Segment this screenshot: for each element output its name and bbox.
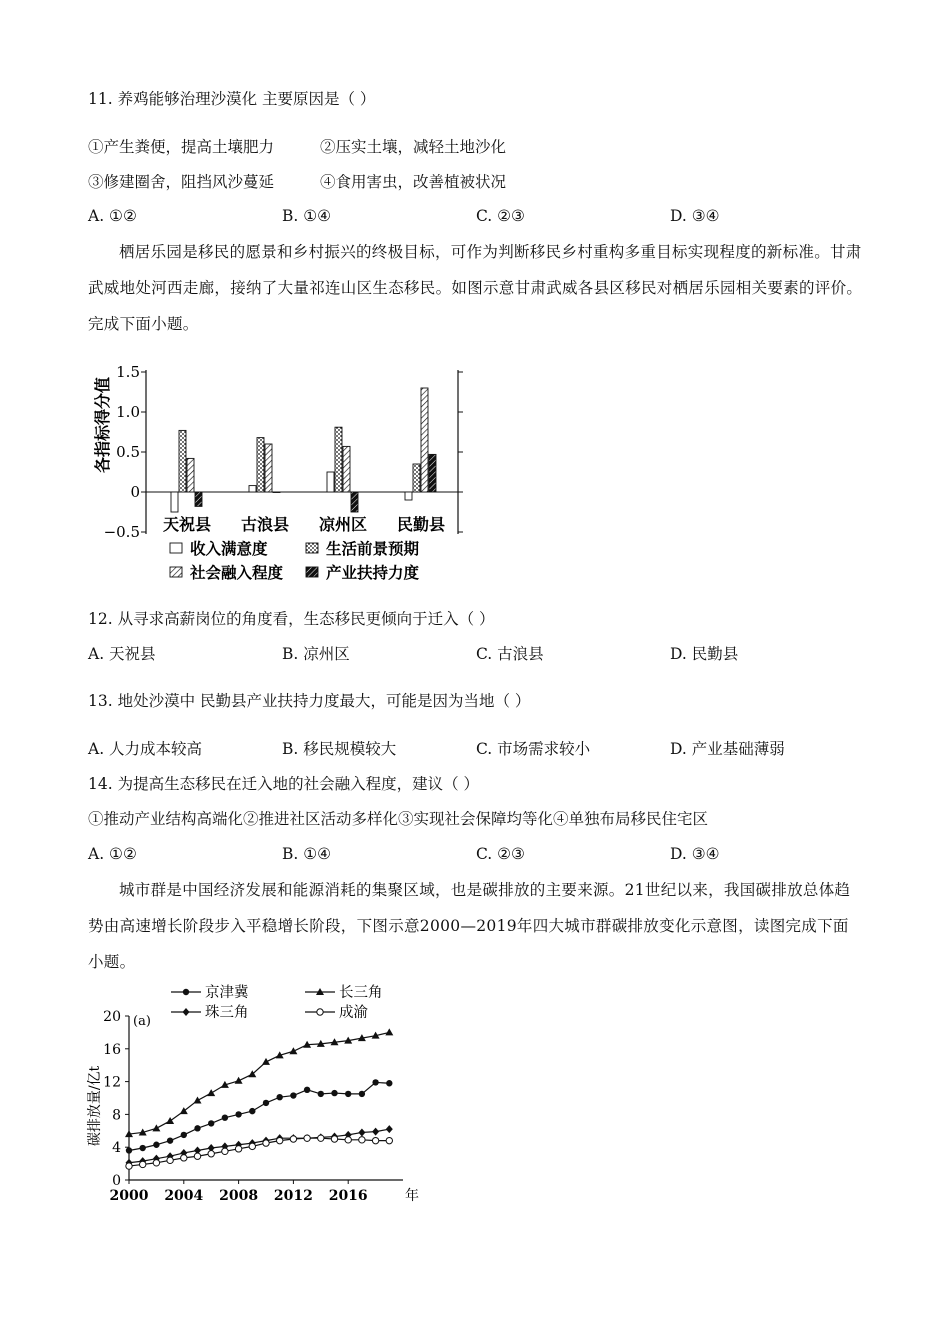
q14-stem: 14. 为提高生态移民在迁入地的社会融入程度，建议（ ） bbox=[88, 775, 480, 793]
point-成渝 bbox=[345, 1137, 351, 1143]
q12-option-a[interactable]: A. 天祝县 bbox=[88, 645, 156, 663]
chart2-xtick-label: 2008 bbox=[219, 1188, 259, 1204]
bar-民勤县-社会融入程度 bbox=[421, 388, 428, 492]
point-成渝 bbox=[331, 1136, 337, 1142]
point-成渝 bbox=[290, 1136, 296, 1142]
chart1-legend-label: 产业扶持力度 bbox=[326, 563, 420, 582]
bar-民勤县-收入满意度 bbox=[405, 492, 412, 500]
chart2-xtick-label: 2000 bbox=[109, 1188, 149, 1204]
bar-古浪县-社会融入程度 bbox=[265, 444, 272, 492]
chart2-ytick-label: 20 bbox=[103, 1009, 121, 1025]
point-京津冀 bbox=[208, 1120, 214, 1126]
q13-option-b[interactable]: B. 移民规模较大 bbox=[282, 740, 397, 758]
bar-民勤县-生活前景预期 bbox=[413, 464, 420, 492]
chart1-legend-swatch bbox=[170, 567, 182, 577]
point-成渝 bbox=[126, 1163, 132, 1169]
bar-凉州区-生活前景预期 bbox=[335, 427, 342, 492]
point-京津冀 bbox=[140, 1145, 146, 1151]
point-长三角 bbox=[262, 1058, 270, 1065]
line-长三角 bbox=[129, 1032, 389, 1134]
point-京津冀 bbox=[153, 1142, 159, 1148]
chart2-ytick-label: 12 bbox=[103, 1074, 121, 1091]
q11-item-1: ①产生粪便，提高土壤肥力 bbox=[88, 138, 275, 156]
chart1-ytick-label: 0 bbox=[130, 483, 140, 501]
bar-民勤县-产业扶持力度 bbox=[429, 454, 436, 492]
q11-option-a[interactable]: A. ①② bbox=[88, 207, 137, 225]
point-成渝 bbox=[277, 1137, 283, 1143]
chart1-category-label: 天祝县 bbox=[162, 515, 212, 534]
point-京津冀 bbox=[304, 1087, 310, 1093]
q13-option-c[interactable]: C. 市场需求较小 bbox=[476, 740, 591, 758]
point-长三角 bbox=[289, 1047, 297, 1054]
bar-天祝县-社会融入程度 bbox=[187, 458, 194, 492]
chart1-legend-swatch bbox=[306, 567, 318, 577]
chart1-category-label: 民勤县 bbox=[396, 515, 446, 534]
bar-天祝县-产业扶持力度 bbox=[195, 492, 202, 506]
carbon-emission-line-chart bbox=[85, 978, 430, 1208]
chart2-legend-label: 京津冀 bbox=[205, 985, 249, 1001]
point-京津冀 bbox=[345, 1091, 351, 1097]
q13-option-a[interactable]: A. 人力成本较高 bbox=[88, 740, 203, 758]
chart2-xtick-label: 2004 bbox=[164, 1188, 204, 1204]
chart2-ytick-label: 0 bbox=[112, 1173, 121, 1189]
point-京津冀 bbox=[318, 1091, 324, 1097]
bar-天祝县-生活前景预期 bbox=[179, 430, 186, 492]
q11-item-2: ②压实土壤，减轻土地沙化 bbox=[320, 138, 507, 156]
point-珠三角 bbox=[358, 1128, 365, 1136]
q11-option-c[interactable]: C. ②③ bbox=[476, 207, 525, 225]
point-京津冀 bbox=[331, 1090, 337, 1096]
chart1-ytick-label: 1.0 bbox=[116, 403, 140, 421]
chart2-legend-marker bbox=[183, 989, 189, 995]
point-成渝 bbox=[181, 1155, 187, 1161]
chart2-legend-label: 珠三角 bbox=[205, 1005, 249, 1021]
point-长三角 bbox=[235, 1077, 243, 1084]
passage-carbon: 城市群是中国经济发展和能源消耗的集聚区域，也是碳排放的主要来源。21世纪以来，我国碳排放总体趋势由高速增长阶段步入平稳增长阶段，下图示意2000—2019年四大城市群碳排放变化示意图，读图完成下面小题。 bbox=[88, 881, 851, 971]
bar-古浪县-收入满意度 bbox=[249, 486, 256, 492]
chart2-xtick-label: 2012 bbox=[273, 1188, 313, 1204]
point-京津冀 bbox=[372, 1079, 378, 1085]
point-京津冀 bbox=[290, 1092, 296, 1098]
chart1-ytick-label: −0.5 bbox=[103, 523, 140, 541]
point-京津冀 bbox=[249, 1108, 255, 1114]
chart2-ytick-label: 4 bbox=[112, 1140, 121, 1157]
q11-option-d[interactable]: D. ③④ bbox=[670, 207, 720, 225]
chart1-legend-swatch bbox=[306, 543, 318, 553]
chart2-panel-label: (a) bbox=[133, 1014, 151, 1029]
point-长三角 bbox=[385, 1028, 393, 1035]
chart2-legend-label: 成渝 bbox=[339, 1005, 368, 1021]
q12-option-c[interactable]: C. 古浪县 bbox=[476, 645, 544, 663]
chart2-legend-marker bbox=[317, 1009, 323, 1015]
chart1-category-label: 古浪县 bbox=[240, 515, 290, 534]
point-长三角 bbox=[152, 1124, 160, 1131]
chart2-xlabel: 年 bbox=[405, 1188, 419, 1204]
bar-古浪县-产业扶持力度 bbox=[273, 492, 280, 493]
point-成渝 bbox=[140, 1161, 146, 1167]
q12-stem: 12. 从寻求高薪岗位的角度看，生态移民更倾向于迁入（ ） bbox=[88, 610, 495, 628]
point-成渝 bbox=[153, 1160, 159, 1166]
point-成渝 bbox=[304, 1135, 310, 1141]
point-京津冀 bbox=[263, 1100, 269, 1106]
point-京津冀 bbox=[277, 1094, 283, 1100]
bar-凉州区-收入满意度 bbox=[327, 472, 334, 492]
point-京津冀 bbox=[359, 1091, 365, 1097]
point-成渝 bbox=[359, 1137, 365, 1143]
bar-古浪县-生活前景预期 bbox=[257, 438, 264, 492]
point-成渝 bbox=[222, 1148, 228, 1154]
q12-option-d[interactable]: D. 民勤县 bbox=[670, 645, 739, 663]
q14-option-c[interactable]: C. ②③ bbox=[476, 845, 525, 863]
q11-item-4: ④食用害虫，改善植被状况 bbox=[320, 173, 507, 191]
point-成渝 bbox=[318, 1135, 324, 1141]
chart2-ylabel: 碳排放量/亿t bbox=[87, 1065, 103, 1147]
chart1-legend-label: 社会融入程度 bbox=[190, 563, 284, 582]
point-京津冀 bbox=[126, 1147, 132, 1153]
chart1-ylabel: 各指标得分值 bbox=[93, 376, 112, 474]
chart2-legend-marker bbox=[183, 1008, 190, 1016]
q13-option-d[interactable]: D. 产业基础薄弱 bbox=[670, 740, 785, 758]
point-成渝 bbox=[235, 1146, 241, 1152]
chart2-legend-label: 长三角 bbox=[339, 985, 383, 1001]
point-京津冀 bbox=[386, 1080, 392, 1086]
chart2-ytick-label: 16 bbox=[103, 1041, 121, 1058]
q11-option-b[interactable]: B. ①④ bbox=[282, 207, 332, 225]
passage-migration: 栖居乐园是移民的愿景和乡村振兴的终极目标，可作为判断移民乡村重构多重目标实现程度的新标准。甘肃武威地处河西走廊，接纳了大量祁连山区生态移民。如图示意甘肃武威各县区移民对栖居乐园相关要素的评价。完成下面小题。 bbox=[88, 243, 863, 333]
point-长三角 bbox=[166, 1117, 174, 1124]
point-成渝 bbox=[208, 1151, 214, 1157]
q11-item-3: ③修建圈舍，阻挡风沙蔓延 bbox=[88, 173, 275, 191]
point-长三角 bbox=[194, 1096, 202, 1103]
point-长三角 bbox=[180, 1107, 188, 1114]
point-成渝 bbox=[372, 1137, 378, 1143]
chart2-xtick-label: 2016 bbox=[328, 1188, 368, 1204]
chart1-legend-swatch bbox=[170, 543, 182, 553]
point-京津冀 bbox=[167, 1137, 173, 1143]
chart1-ytick-label: 1.5 bbox=[116, 363, 140, 381]
point-成渝 bbox=[386, 1137, 392, 1143]
point-珠三角 bbox=[386, 1125, 393, 1133]
point-成渝 bbox=[194, 1153, 200, 1159]
point-成渝 bbox=[249, 1143, 255, 1149]
q11-stem: 11. 养鸡能够治理沙漠化 主要原因是（ ） bbox=[88, 90, 376, 108]
point-成渝 bbox=[167, 1157, 173, 1163]
q12-option-b[interactable]: B. 凉州区 bbox=[282, 645, 350, 663]
q14-option-b[interactable]: B. ①④ bbox=[282, 845, 332, 863]
bar-凉州区-社会融入程度 bbox=[343, 446, 350, 492]
chart1-ytick-label: 0.5 bbox=[116, 443, 140, 461]
q14-option-d[interactable]: D. ③④ bbox=[670, 845, 720, 863]
q14-items: ①推动产业结构高端化②推进社区活动多样化③实现社会保障均等化④单独布局移民住宅区 bbox=[88, 810, 709, 828]
chart2-ytick-label: 8 bbox=[112, 1107, 121, 1124]
bar-凉州区-产业扶持力度 bbox=[351, 492, 358, 512]
point-京津冀 bbox=[181, 1132, 187, 1138]
point-京津冀 bbox=[235, 1111, 241, 1117]
point-京津冀 bbox=[222, 1114, 228, 1120]
migrant-evaluation-bar-chart bbox=[88, 355, 468, 595]
point-京津冀 bbox=[194, 1125, 200, 1131]
point-成渝 bbox=[263, 1140, 269, 1146]
chart1-legend-label: 生活前景预期 bbox=[326, 539, 420, 558]
q14-option-a[interactable]: A. ①② bbox=[88, 845, 137, 863]
point-珠三角 bbox=[372, 1128, 379, 1136]
q13-stem: 13. 地处沙漠中 民勤县产业扶持力度最大，可能是因为当地（ ） bbox=[88, 692, 531, 710]
chart1-category-label: 凉州区 bbox=[318, 515, 368, 534]
chart1-legend-label: 收入满意度 bbox=[190, 539, 268, 558]
bar-天祝县-收入满意度 bbox=[171, 492, 178, 512]
point-长三角 bbox=[207, 1089, 215, 1096]
